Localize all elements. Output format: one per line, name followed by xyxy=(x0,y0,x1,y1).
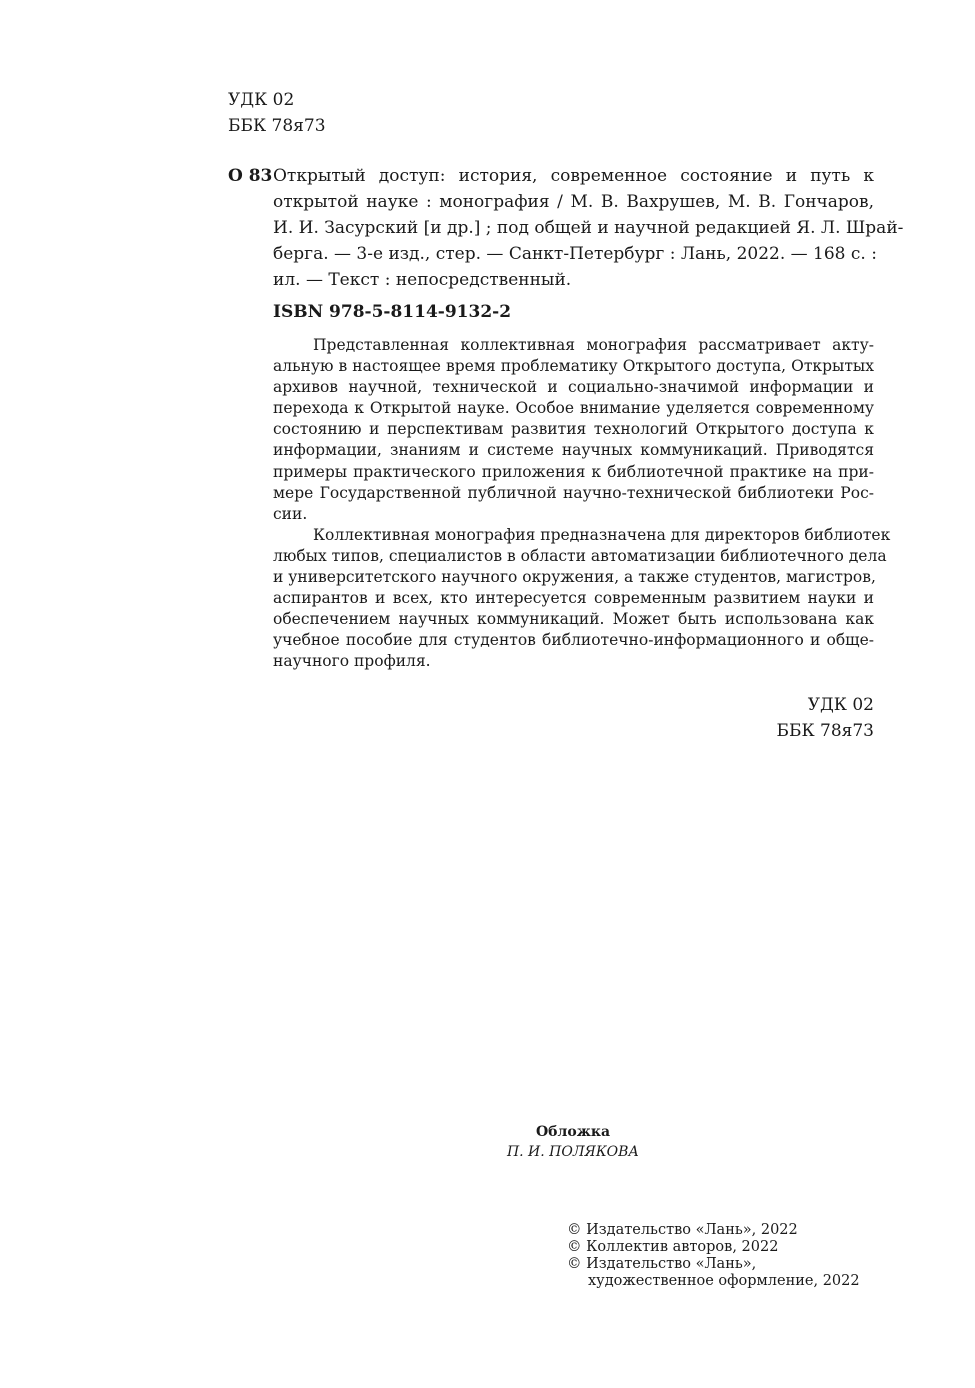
abstract-line: архивов научной, технической и социально-значимой информации и xyxy=(273,378,874,397)
abstract-line: Представленная коллективная монография рассматривает акту- xyxy=(313,336,874,354)
cover-credit xyxy=(460,1122,686,1162)
classification-codes-top xyxy=(228,87,326,139)
abstract-line: Коллективная монография предназначена для директоров библиотек xyxy=(313,525,891,544)
udk-code: УДК 02 xyxy=(228,90,295,110)
cover-designer: П. И. ПОЛЯКОВА xyxy=(506,1144,640,1160)
abstract-line: информации, знаниям и системе научных коммуникаций. Приводятся xyxy=(273,441,874,460)
cutter-code: О 83 xyxy=(228,166,273,186)
abstract-line: любых типов, специалистов в области автоматизации библиотечного дела xyxy=(273,546,887,565)
biblio-line: открытой науке : монография / М. В. Вахрушев, М. В. Гончаров, xyxy=(273,192,874,212)
abstract-line: и университетского научного окружения, а также студентов, магистров, xyxy=(273,568,876,587)
abstract-line: сии. xyxy=(273,504,308,523)
biblio-line: берга. — 3-е изд., стер. — Санкт-Петербург : Лань, 2022. — 168 с. : xyxy=(273,244,877,264)
bbk-code: ББК 78я73 xyxy=(776,721,874,741)
biblio-line: ил. — Текст : непосредственный. xyxy=(273,270,572,290)
udk-code: УДК 02 xyxy=(807,695,874,715)
abstract-line: перехода к Открытой науке. Особое внимание уделяется современному xyxy=(273,399,874,418)
abstract-line: состоянию и перспективам развития технологий Открытого доступа к xyxy=(273,420,874,439)
bibliographic-record xyxy=(273,163,904,293)
biblio-line: И. И. Засурский [и др.] ; под общей и научной редакцией Я. Л. Шрай- xyxy=(273,218,904,238)
cover-label: Обложка xyxy=(535,1124,611,1140)
copyright-line: © Издательство «Лань», xyxy=(567,1256,757,1272)
abstract-line: учебное пособие для студентов библиотечно-информационного и обще- xyxy=(273,631,874,650)
abstract xyxy=(273,335,891,673)
biblio-line: Открытый доступ: история, современное состояние и путь к xyxy=(273,166,874,186)
copyright-line: художественное оформление, 2022 xyxy=(588,1273,860,1289)
bbk-code: ББК 78я73 xyxy=(228,116,326,136)
abstract-line: мере Государственной публичной научно-технической библиотеки Рос- xyxy=(273,483,874,502)
abstract-line: аспирантов и всех, кто интересуется современным развитием науки и xyxy=(273,589,874,608)
abstract-line: альную в настоящее время проблематику Открытого доступа, Открытых xyxy=(273,357,874,376)
copyright-line: © Коллектив авторов, 2022 xyxy=(567,1239,779,1255)
abstract-line: примеры практического приложения к библиотечной практике на при- xyxy=(273,462,874,481)
abstract-line: научного профиля. xyxy=(273,652,431,671)
isbn: ISBN 978-5-8114-9132-2 xyxy=(273,302,512,322)
classification-codes-bottom xyxy=(776,692,874,744)
copyright-block xyxy=(567,1222,860,1290)
abstract-paragraph-1 xyxy=(273,335,874,525)
copyright-line: © Издательство «Лань», 2022 xyxy=(567,1222,798,1238)
abstract-line: обеспечением научных коммуникаций. Может быть использована как xyxy=(273,610,874,629)
abstract-paragraph-2 xyxy=(273,525,891,673)
